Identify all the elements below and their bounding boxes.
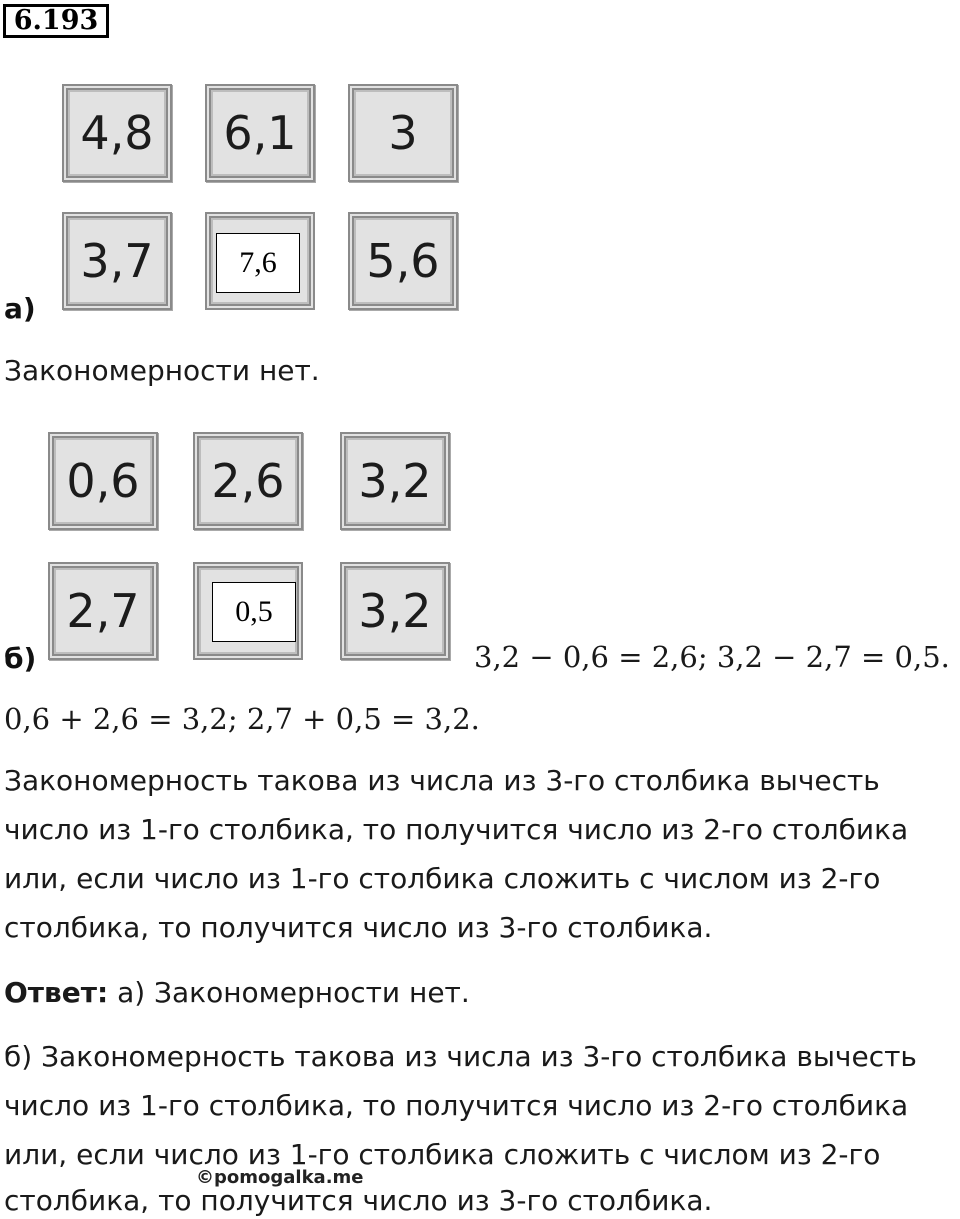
- answer-part-a: а) Закономерности нет.: [117, 976, 470, 1009]
- answer-b-line-4: столбика, то получится число из 3-го столбика.: [4, 1184, 713, 1217]
- tile-a-r1c2: 6,1: [205, 84, 315, 182]
- part-b-label: б): [4, 642, 37, 675]
- answer-label: Ответ:: [4, 976, 109, 1009]
- answer-b-line-3: или, если число из 1-го столбика сложить с числом из 2-го: [4, 1138, 881, 1171]
- tile-a-r1c3: 3: [348, 84, 458, 182]
- answer-b-line-2: число из 1-го столбика, то получится число из 2-го столбика: [4, 1089, 909, 1122]
- explanation-line-2: число из 1-го столбика, то получится число из 2-го столбика: [4, 813, 909, 846]
- problem-number: 6.193: [3, 4, 109, 38]
- answer-b-line-1: б) Закономерность такова из числа из 3-го столбика вычесть: [4, 1040, 917, 1073]
- answer-line-a: [4, 976, 470, 1009]
- watermark: ©pomogalka.me: [196, 1167, 364, 1188]
- part-a-note: Закономерности нет.: [4, 354, 320, 387]
- explanation-line-4: столбика, то получится число из 3-го столбика.: [4, 911, 713, 944]
- part-a-label: а): [4, 292, 36, 325]
- tile-a-r2c1: 3,7: [62, 212, 172, 310]
- tile-b-r2c3: 3,2: [340, 562, 450, 660]
- explanation-line-1: Закономерность такова из числа из 3-го столбика вычесть: [4, 764, 880, 797]
- tile-a-r2c3: 5,6: [348, 212, 458, 310]
- tile-b-r1c2: 2,6: [193, 432, 303, 530]
- equation-line-2: 0,6 + 2,6 = 3,2; 2,7 + 0,5 = 3,2.: [4, 702, 480, 736]
- tile-b-r1c3: 3,2: [340, 432, 450, 530]
- tile-a-r1c1: 4,8: [62, 84, 172, 182]
- answer-box-b: 0,5: [212, 582, 296, 642]
- tile-b-r2c1: 2,7: [48, 562, 158, 660]
- tile-b-r1c1: 0,6: [48, 432, 158, 530]
- answer-box-a: 7,6: [216, 233, 300, 293]
- equation-line-1: 3,2 − 0,6 = 2,6; 3,2 − 2,7 = 0,5.: [474, 640, 950, 674]
- explanation-line-3: или, если число из 1-го столбика сложить с числом из 2-го: [4, 862, 881, 895]
